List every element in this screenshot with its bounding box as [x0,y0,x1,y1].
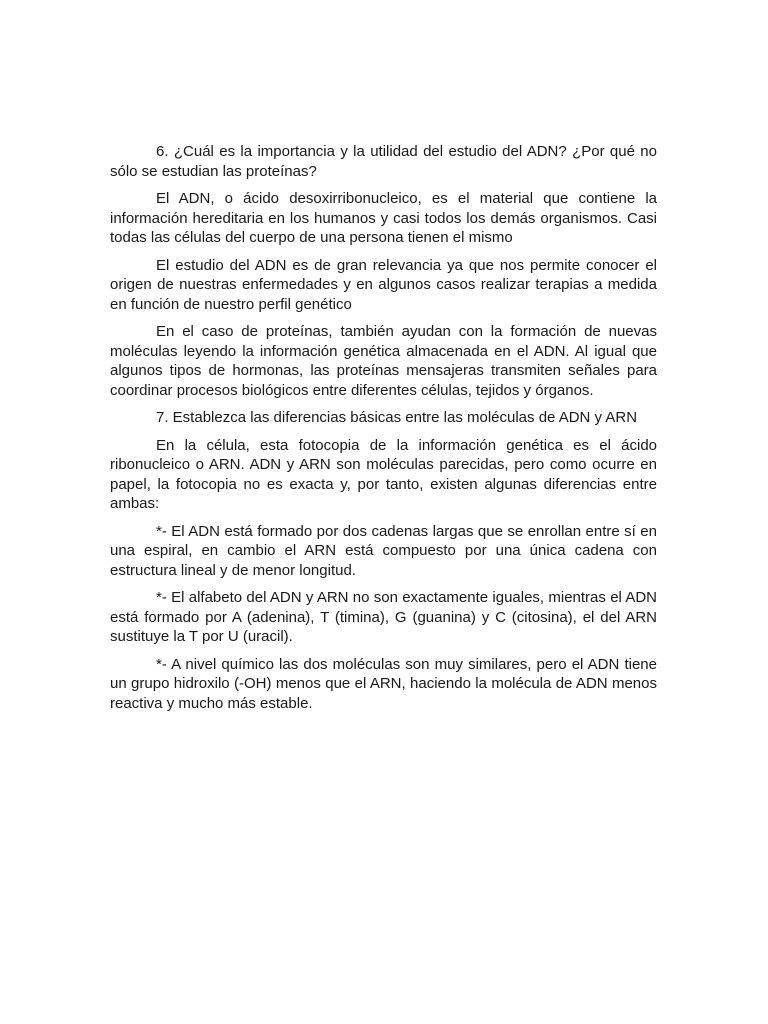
answer-paragraph-1: El ADN, o ácido desoxirribonucleico, es el material que contiene la información hereditaria en los humanos y casi todos los demás organismos. Casi todas las células del cuerpo de una persona tienen el mismo [110,190,657,246]
question-6: 6. ¿Cuál es la importancia y la utilidad del estudio del ADN? ¿Por qué no sólo se estudian las proteínas? [110,143,657,180]
question-7: 7. Establezca las diferencias básicas entre las moléculas de ADN y ARN [156,409,638,426]
difference-item-2: *- El alfabeto del ADN y ARN no son exactamente iguales, mientras el ADN está formado por A (adenina), T (timina), G (guanina) y C (citosina), el del ARN sustituye la T por U (uracil). [110,589,657,645]
answer-paragraph-4: En la célula, esta fotocopia de la información genética es el ácido ribonucleico o ARN. ADN y ARN son moléculas parecidas, pero como ocurre en papel, la fotocopia no es exacta y, por tanto, existen algunas diferencias entre ambas: [110,436,657,512]
document-page [110,142,657,721]
difference-item-3: *- A nivel químico las dos moléculas son muy similares, pero el ADN tiene un grupo hidroxilo (-OH) menos que el ARN, haciendo la molécula de ADN menos reactiva y mucho más estable. [110,655,657,712]
difference-item-1: *- El ADN está formado por dos cadenas largas que se enrollan entre sí en una espiral, en cambio el ARN está compuesto por una única cadena con estructura lineal y de menor longitud. [110,522,657,579]
answer-paragraph-2: El estudio del ADN es de gran relevancia ya que nos permite conocer el origen de nuestras enfermedades y en algunos casos realizar terapias a medida en función de nuestro perfil genético [110,256,657,313]
answer-paragraph-3: En el caso de proteínas, también ayudan con la formación de nuevas moléculas leyendo la información genética almacenada en el ADN. Al igual que algunos tipos de hormonas, las proteínas mensajeras transmiten señales para coordinar procesos biológicos entre diferentes células, tejidos y órganos. [110,323,657,399]
